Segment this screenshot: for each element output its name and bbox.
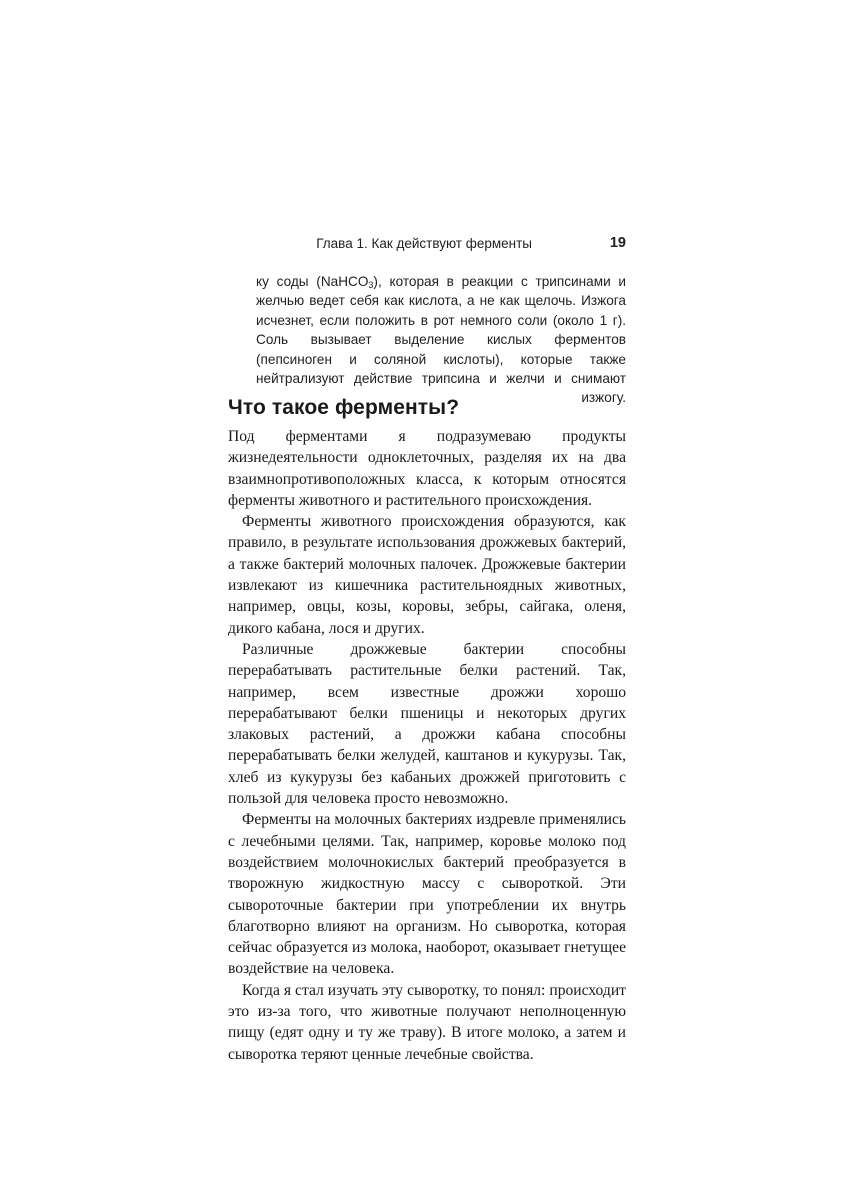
- body-paragraph: Под ферментами я подразумеваю продукты жизнедеятельности одноклеточных, разделяя их на два взаимнопротивоположных класса, к которым относятся ферменты животного и растительного происхождения.: [228, 428, 626, 509]
- formula-subscript: 3: [368, 280, 374, 290]
- note-text-rest: ), которая в реакции с трипсинами и желчью ведет себя как кислота, а не как щелочь. Изжога исчезнет, если положить в рот немного соли (около 1 г). Соль вызывает выделение кислых ферментов (пепсиноген и соляной кислоты), которые также нейтрализуют действие трипсина и желчи и снимают изжогу.: [256, 274, 626, 406]
- body-paragraph: Ферменты животного происхождения образуются, как правило, в результате использования дрожжевых бактерий, а также бактерий молочных палочек. Дрожжевые бактерии извлекают из кишечника растительноядных животных, например, овцы, козы, коровы, зебры, сайгака, оленя, дикого кабана, лося и других.: [228, 513, 626, 637]
- page-number: 19: [609, 235, 626, 251]
- body-paragraph: Различные дрожжевые бактерии способны перерабатывать растительные белки растений. Так, например, всем известные дрожжи хорошо перерабатывают белки пшеницы и некоторых других злаковых растений, а дрожжи кабана способны перерабатывать белки желудей, каштанов и кукурузы. Так, хлеб из кукурузы без кабаньих дрожжей приготовить с пользой для человека просто невозможно.: [228, 640, 626, 808]
- body-paragraph: Ферменты на молочных бактериях издревле применялись с лечебными целями. Так, например, коровье молоко под воздействием молочнокислых бактерий преобразуется в творожную жидкостную массу с сывороткой. Эти сывороточные бактерии при употреблении их внутрь благотворно влияют на организм. Но сыворотка, которая сейчас образуется из молока, наоборот, оказывает гнетущее воздействие на человека.: [228, 811, 626, 978]
- section-heading: Что такое ферменты?: [228, 396, 460, 419]
- note-text-start: ку соды (NaHCO: [256, 274, 369, 289]
- chapter-title: Глава 1. Как действуют ферменты: [316, 236, 532, 251]
- note-paragraph: [256, 272, 626, 408]
- body-paragraph: Когда я стал изучать эту сыворотку, то понял: происходит это из-за того, что животные получают неполноценную пищу (едят одну и ту же траву). В итоге молоко, а затем и сыворотка теряют ценные лечебные свойства.: [228, 981, 626, 1063]
- section-body: [228, 426, 626, 1065]
- running-header: [228, 236, 626, 256]
